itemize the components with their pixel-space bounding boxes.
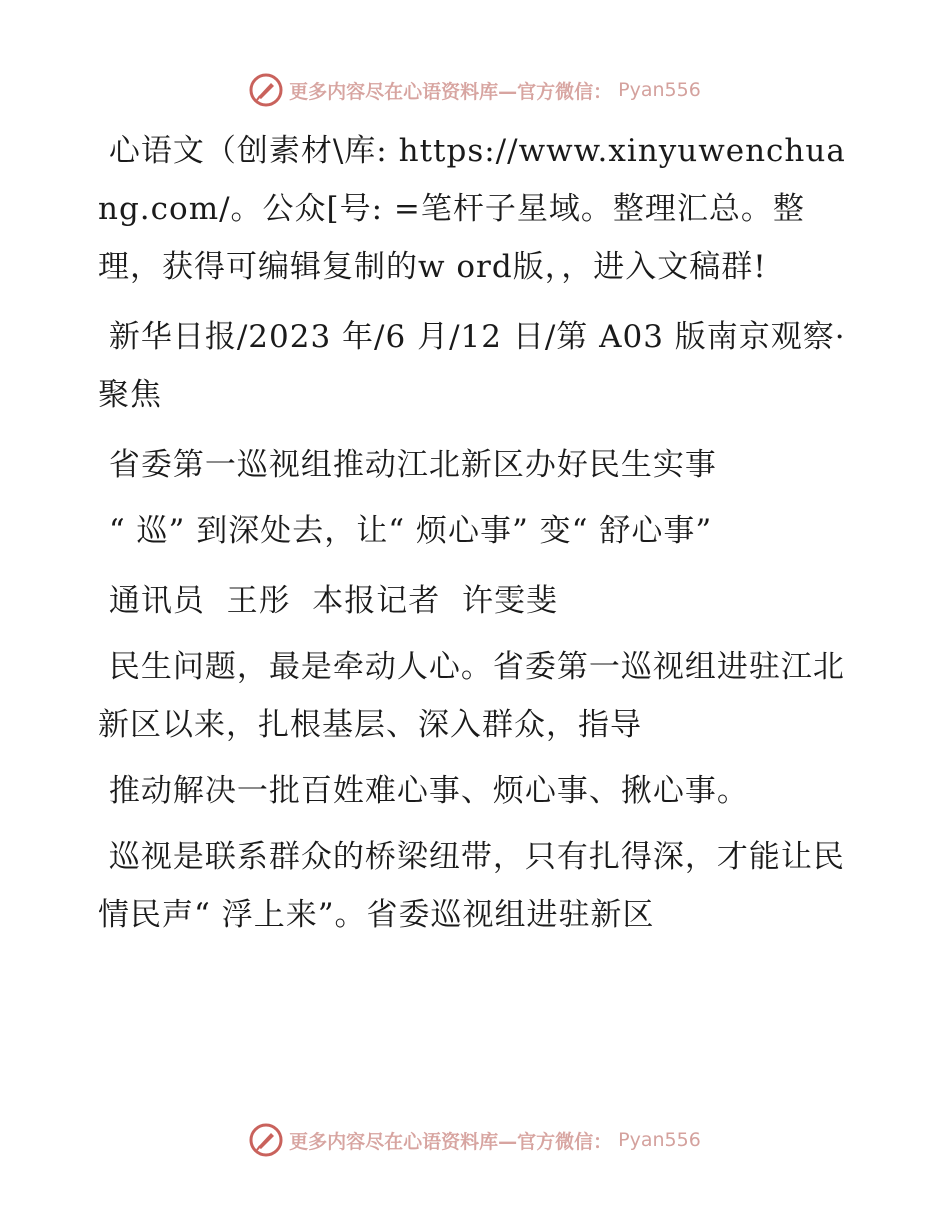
header-watermark: [0, 70, 950, 110]
watermark-text: 更多内容尽在心语资料库—官方微信：: [289, 80, 613, 103]
watermark-account: Pyan556: [618, 79, 701, 101]
body-paragraph-1: 民生问题，最是牵动人心。省委第一巡视组进驻江北新区以来，扎根基层、深入群众，指导: [98, 649, 845, 743]
article-kicker: 省委第一巡视组推动江北新区办好民生实事: [98, 447, 717, 483]
footer-watermark: [0, 1120, 950, 1160]
watermark-text: 更多内容尽在心语资料库—官方微信：: [289, 1130, 613, 1153]
watermark-account: Pyan556: [618, 1129, 701, 1151]
body-paragraph-3: 巡视是联系群众的桥梁纽带，只有扎得深，才能让民情民声“ 浮上来”。省委巡视组进驻新区: [98, 839, 845, 933]
quill-logo-icon: [249, 1123, 283, 1157]
body-paragraph-2: 推动解决一批百姓难心事、烦心事、揪心事。: [98, 773, 749, 809]
document-body: [98, 122, 858, 956]
article-headline: “ 巡” 到深处去，让“ 烦心事” 变“ 舒心事”: [98, 513, 713, 549]
quill-logo-icon: [249, 73, 283, 107]
intro-paragraph: 心语文（创素材\库: https://www.xinyuwenchuang.com/。公众[号: =笔杆子星域。整理汇总。整理，获得可编辑复制的w ord版，，进入文稿群!: [98, 133, 846, 285]
source-line: 新华日报/2023 年/6 月/12 日/第 A03 版南京观察· 聚焦: [98, 319, 857, 413]
byline: 通讯员 王彤 本报记者 许雯斐: [98, 583, 558, 619]
